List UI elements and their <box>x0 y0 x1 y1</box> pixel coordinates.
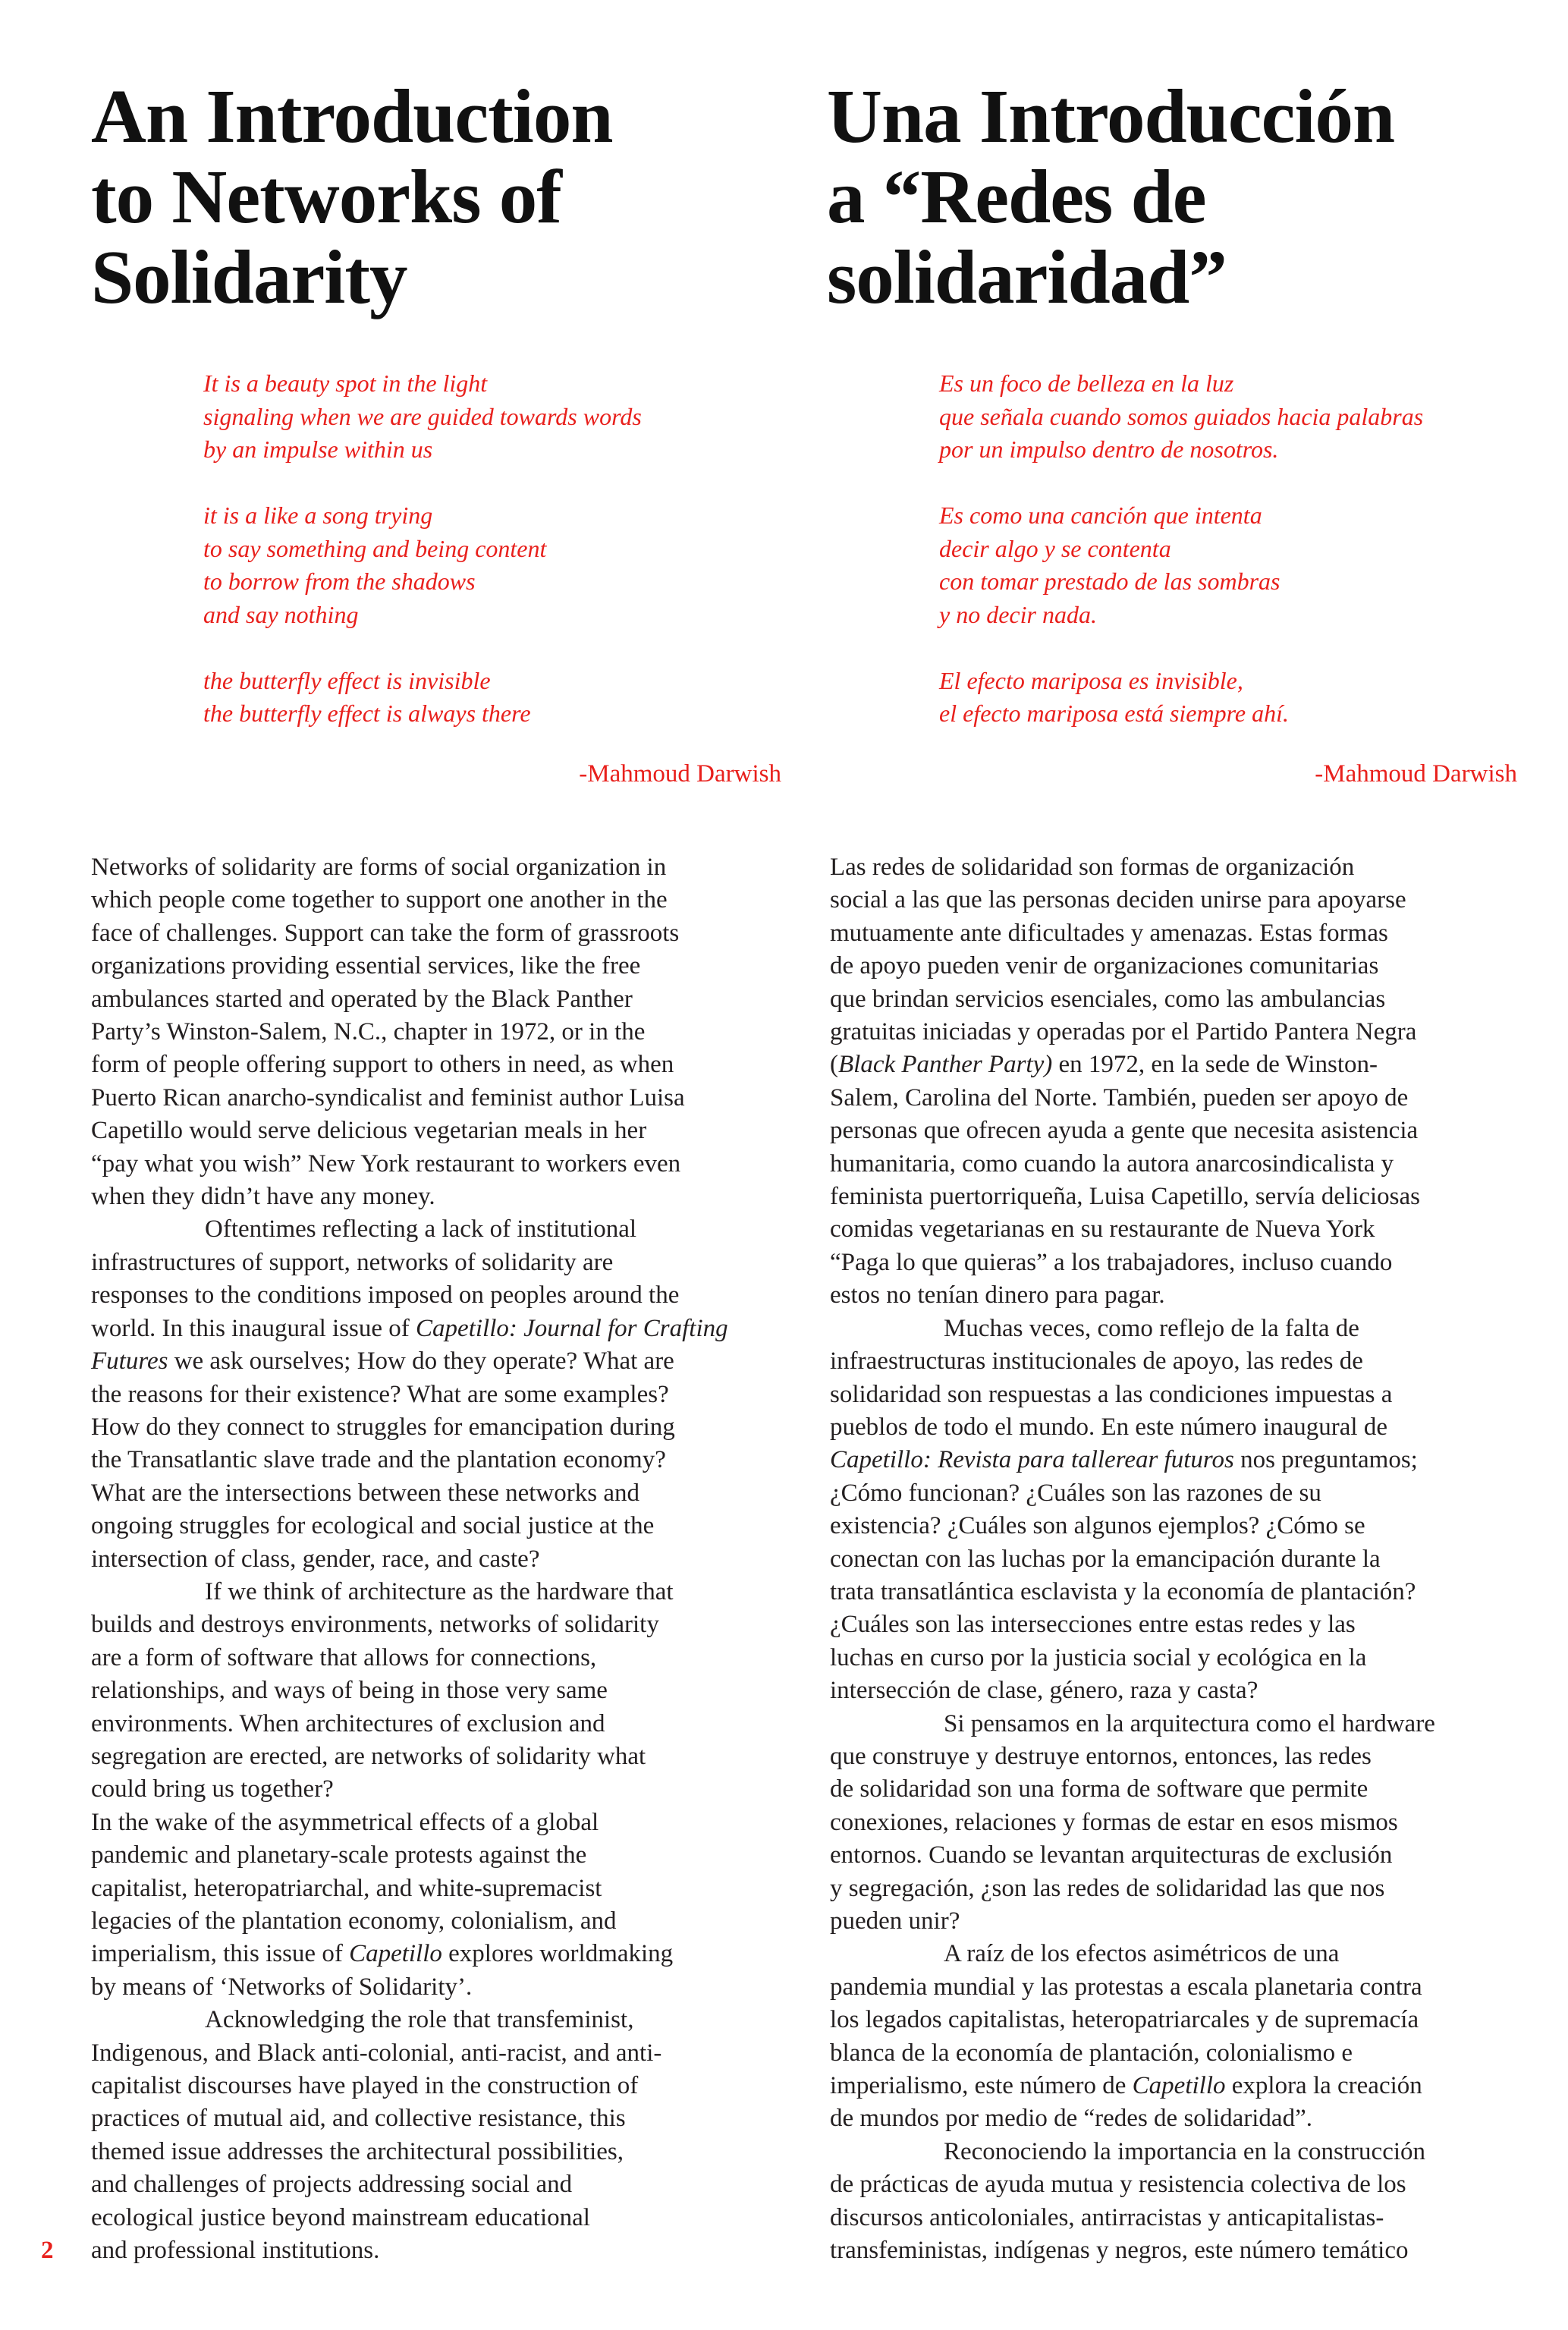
poem-line: con tomar prestado de las sombras <box>939 568 1280 595</box>
poem-line: decir algo y se contenta <box>939 534 1171 562</box>
text-line: infraestructuras institucionales de apoyo, las redes de <box>830 1347 1363 1376</box>
text-line: comidas vegetarianas en su restaurante de Nueva York <box>830 1215 1375 1244</box>
text-line: estos no tenían dinero para pagar. <box>830 1281 1165 1310</box>
text-segment: imperialism, this issue of <box>91 1940 350 1968</box>
text-segment: ( <box>830 1051 838 1079</box>
text-line: discursos anticoloniales, antirracistas y anticapitalistas- <box>830 2203 1384 2231</box>
text-line: pandemia mundial y las protestas a escala planetaria contra <box>830 1973 1422 2001</box>
text-line: pandemic and planetary-scale protests against the <box>91 1841 587 1869</box>
title-line: Solidarity <box>91 234 407 319</box>
paragraph <box>91 851 728 1213</box>
spanish-body-text <box>830 851 1435 2267</box>
text-line: intersección de clase, género, raza y casta? <box>830 1677 1258 1705</box>
english-body-text <box>91 851 728 2267</box>
text-line <box>830 2070 1435 2102</box>
text-line: Acknowledging the role that transfeminist, <box>205 2006 634 2034</box>
poem-line: the butterfly effect is always there <box>203 700 531 727</box>
text-line <box>830 1444 1435 1476</box>
italic-title: Futures <box>91 1347 168 1376</box>
text-line: Networks of solidarity are forms of social organization in <box>91 854 667 881</box>
text-line: transfeministas, indígenas y negros, este número temático <box>830 2237 1409 2265</box>
poem-line <box>203 467 642 500</box>
paragraph <box>91 1213 728 1575</box>
text-line: mutuamente ante dificultades y amenazas. Estas formas <box>830 919 1388 947</box>
text-line <box>91 1345 728 1378</box>
spanish-epigraph-poem <box>939 367 1423 731</box>
text-line: Muchas veces, como reflejo de la falta de <box>944 1314 1359 1342</box>
text-line: Indigenous, and Black anti-colonial, anti-racist, and anti- <box>91 2039 662 2067</box>
text-line: which people come together to support one another in the <box>91 886 668 914</box>
text-line: solidaridad son respuestas a las condiciones impuestas a <box>830 1380 1393 1408</box>
poem-line: signaling when we are guided towards words <box>203 402 642 430</box>
poem-line <box>939 467 1423 500</box>
text-line: ambulances started and operated by the Black Panther <box>91 985 633 1013</box>
poem-line: the butterfly effect is invisible <box>203 666 491 694</box>
text-line: ongoing struggles for ecological and social justice at the <box>91 1512 655 1540</box>
poem-line: Es como una canción que intenta <box>939 502 1262 529</box>
italic-title: Capetillo <box>349 1940 442 1968</box>
text-line: organizations providing essential services, like the free <box>91 952 641 980</box>
text-line <box>91 1938 728 1970</box>
italic-title: Capetillo <box>1132 2072 1226 2100</box>
poem-line: el efecto mariposa está siempre ahí. <box>939 700 1289 727</box>
text-line: Las redes de solidaridad son formas de organización <box>830 854 1355 881</box>
text-line: practices of mutual aid, and collective resistance, this <box>91 2105 626 2133</box>
text-line: In the wake of the asymmetrical effects of a global <box>91 1808 599 1836</box>
text-line: the reasons for their existence? What are some examples? <box>91 1380 669 1408</box>
text-segment: explora la creación <box>1225 2072 1422 2100</box>
text-line: existencia? ¿Cuáles son algunos ejemplos? ¿Cómo se <box>830 1512 1365 1540</box>
text-line: “Paga lo que quieras” a los trabajadores, incluso cuando <box>830 1248 1393 1276</box>
text-line: What are the intersections between these networks and <box>91 1479 639 1507</box>
text-line: pueblos de todo el mundo. En este número inaugural de <box>830 1413 1387 1441</box>
text-line: and challenges of projects addressing social and <box>91 2171 573 2199</box>
text-line: que brindan servicios esenciales, como las ambulancias <box>830 985 1386 1013</box>
text-line: pueden unir? <box>830 1907 960 1935</box>
text-line: the Transatlantic slave trade and the plantation economy? <box>91 1446 666 1474</box>
english-title <box>91 76 613 317</box>
text-line: intersection of class, gender, race, and caste? <box>91 1545 540 1573</box>
text-line: humanitaria, como cuando la autora anarcosindicalista y <box>830 1149 1394 1178</box>
text-line: ¿Cuáles son las intersecciones entre estas redes y las <box>830 1611 1356 1639</box>
poem-line: y no decir nada. <box>939 600 1097 628</box>
text-line: Party’s Winston-Salem, N.C., chapter in 1972, or in the <box>91 1018 646 1046</box>
poem-line <box>939 631 1423 665</box>
text-line: and professional institutions. <box>91 2237 380 2265</box>
text-segment: we ask ourselves; How do they operate? What are <box>168 1347 674 1376</box>
poem-line: and say nothing <box>203 600 359 628</box>
text-line: form of people offering support to others in need, as when <box>91 1051 674 1079</box>
text-line: capitalist, heteropatriarchal, and white-supremacist <box>91 1874 602 1902</box>
italic-title: Black Panther Party) <box>838 1051 1053 1079</box>
text-line: de prácticas de ayuda mutua y resistencia colectiva de los <box>830 2171 1406 2199</box>
text-line: blanca de la economía de plantación, colonialismo e <box>830 2039 1353 2067</box>
text-line: gratuitas iniciadas y operadas por el Partido Pantera Negra <box>830 1018 1417 1046</box>
spanish-poem-attribution: -Mahmoud Darwish <box>1315 760 1517 788</box>
text-line: “pay what you wish” New York restaurant to workers even <box>91 1149 681 1178</box>
poem-line: Es un foco de belleza en la luz <box>939 369 1234 397</box>
text-line: conectan con las luchas por la emancipación durante la <box>830 1545 1381 1573</box>
title-line: a “Redes de <box>827 154 1206 239</box>
text-line: face of challenges. Support can take the form of grassroots <box>91 919 680 947</box>
title-line: Una Introducción <box>827 74 1395 159</box>
paragraph <box>830 1313 1435 1708</box>
text-line: Capetillo would serve delicious vegetarian meals in her <box>91 1117 647 1145</box>
text-line: How do they connect to struggles for emancipation during <box>91 1413 675 1441</box>
text-line: themed issue addresses the architectural possibilities, <box>91 2137 624 2165</box>
text-line: legacies of the plantation economy, colonialism, and <box>91 1907 617 1935</box>
text-line: environments. When architectures of exclusion and <box>91 1709 605 1737</box>
paragraph <box>830 2136 1435 2268</box>
text-line: de apoyo pueden venir de organizaciones comunitarias <box>830 952 1379 980</box>
text-line: y segregación, ¿son las redes de solidaridad las que nos <box>830 1874 1385 1902</box>
italic-title: Capetillo: Revista para tallerear futuros <box>830 1446 1234 1474</box>
text-line: ecological justice beyond mainstream educational <box>91 2203 590 2231</box>
page-number: 2 <box>41 2237 54 2264</box>
poem-line: to say something and being content <box>203 534 547 562</box>
text-line: when they didn’t have any money. <box>91 1183 435 1211</box>
text-line: feminista puertorriqueña, Luisa Capetillo, servía deliciosas <box>830 1183 1421 1211</box>
text-line: infrastructures of support, networks of solidarity are <box>91 1248 614 1276</box>
text-segment: explores worldmaking <box>441 1940 674 1968</box>
text-line: los legados capitalistas, heteropatriarcales y de supremacía <box>830 2006 1419 2034</box>
title-line: to Networks of <box>91 154 561 239</box>
english-poem-attribution: -Mahmoud Darwish <box>579 760 781 788</box>
text-line: relationships, and ways of being in those very same <box>91 1677 608 1705</box>
english-epigraph-poem <box>203 367 642 731</box>
text-line: personas que ofrecen ayuda a gente que necesita asistencia <box>830 1117 1419 1145</box>
poem-line: que señala cuando somos guiados hacia palabras <box>939 402 1424 430</box>
text-line: social a las que las personas deciden unirse para apoyarse <box>830 886 1406 914</box>
text-segment: imperialismo, este número de <box>830 2072 1133 2100</box>
text-line <box>830 1049 1435 1081</box>
paragraph <box>830 1708 1435 1939</box>
paragraph <box>91 1806 728 2004</box>
paragraph <box>830 1938 1435 2135</box>
text-line: Reconociendo la importancia en la construcción <box>944 2137 1426 2165</box>
text-line <box>91 1313 728 1345</box>
text-line: builds and destroys environments, networks of solidarity <box>91 1611 659 1639</box>
title-line: solidaridad” <box>827 234 1227 319</box>
text-line: luchas en curso por la justicia social y ecológica en la <box>830 1643 1367 1671</box>
paragraph <box>91 2004 728 2267</box>
text-line: conexiones, relaciones y formas de estar en esos mismos <box>830 1808 1398 1836</box>
text-line: Oftentimes reflecting a lack of institutional <box>205 1215 637 1244</box>
poem-line: it is a like a song trying <box>203 502 433 529</box>
paragraph <box>91 1576 728 1806</box>
poem-line: to borrow from the shadows <box>203 568 476 595</box>
text-segment: world. In this inaugural issue of <box>91 1314 416 1342</box>
text-segment: nos preguntamos; <box>1233 1446 1418 1474</box>
poem-line: El efecto mariposa es invisible, <box>939 666 1243 694</box>
italic-title: Capetillo: Journal for Crafting <box>416 1314 728 1342</box>
title-line: An Introduction <box>91 74 613 159</box>
text-line: trata transatlántica esclavista y la economía de plantación? <box>830 1577 1416 1605</box>
poem-line <box>203 631 642 665</box>
text-line: segregation are erected, are networks of solidarity what <box>91 1742 646 1770</box>
poem-line: by an impulse within us <box>203 435 433 463</box>
poem-line: It is a beauty spot in the light <box>203 369 488 397</box>
poem-line: por un impulso dentro de nosotros. <box>939 435 1279 463</box>
text-line: are a form of software that allows for connections, <box>91 1643 597 1671</box>
paragraph <box>830 851 1435 1313</box>
text-line: capitalist discourses have played in the construction of <box>91 2072 639 2100</box>
text-line: que construye y destruye entornos, entonces, las redes <box>830 1742 1372 1770</box>
text-line: Salem, Carolina del Norte. También, pueden ser apoyo de <box>830 1083 1409 1112</box>
text-line: responses to the conditions imposed on peoples around the <box>91 1281 680 1310</box>
text-line: could bring us together? <box>91 1775 334 1803</box>
text-segment: en 1972, en la sede de Winston- <box>1052 1051 1378 1079</box>
text-line: If we think of architecture as the hardware that <box>205 1577 674 1605</box>
text-line: ¿Cómo funcionan? ¿Cuáles son las razones de su <box>830 1479 1321 1507</box>
text-line: Puerto Rican anarcho-syndicalist and feminist author Luisa <box>91 1083 685 1112</box>
text-line: A raíz de los efectos asimétricos de una <box>944 1940 1340 1968</box>
spanish-title <box>827 76 1394 317</box>
text-line: by means of ‘Networks of Solidarity’. <box>91 1973 473 2001</box>
text-line: Si pensamos en la arquitectura como el hardware <box>944 1709 1435 1737</box>
text-line: entornos. Cuando se levantan arquitecturas de exclusión <box>830 1841 1393 1869</box>
text-line: de solidaridad son una forma de software que permite <box>830 1775 1368 1803</box>
text-line: de mundos por medio de “redes de solidaridad”. <box>830 2105 1312 2133</box>
